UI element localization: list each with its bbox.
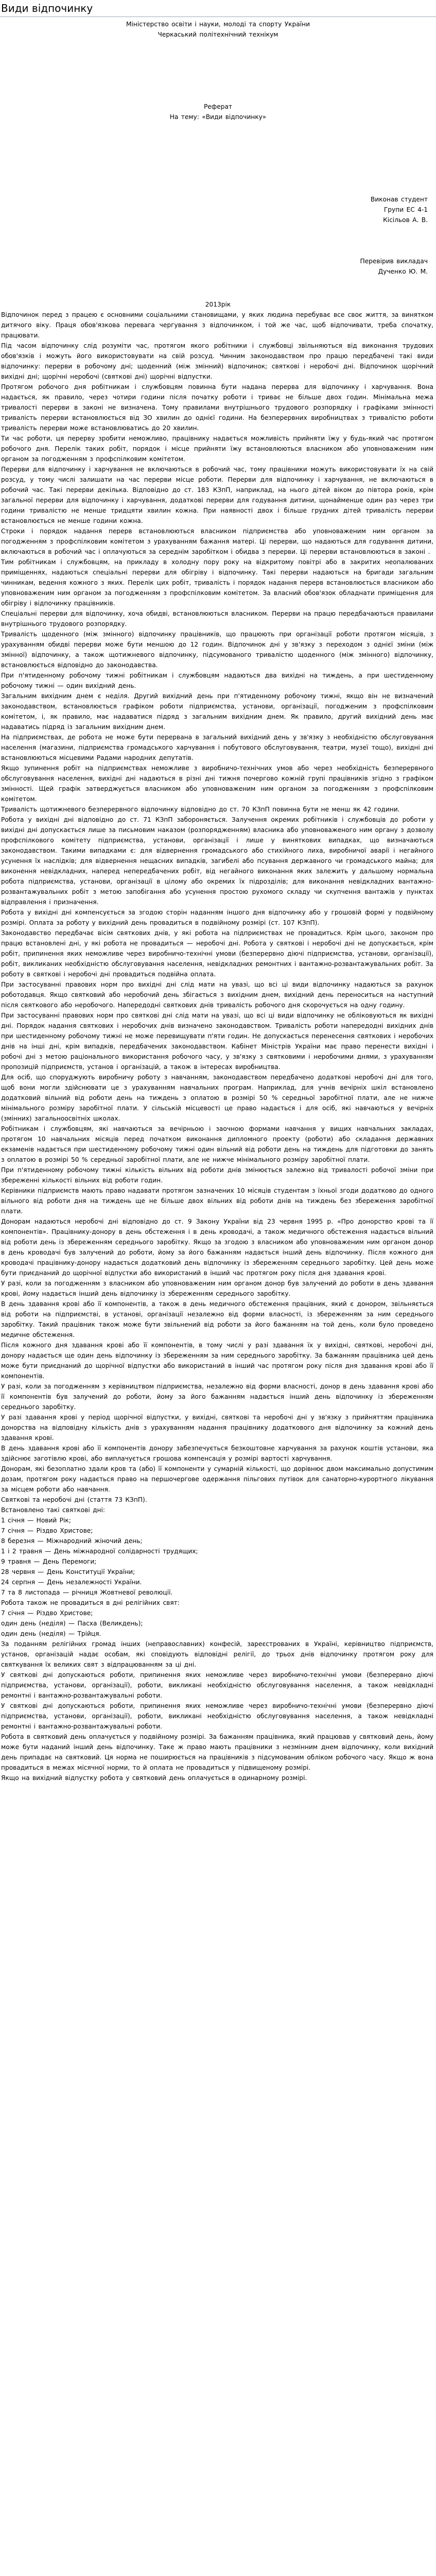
body-paragraph: У святкові дні допускаються роботи, припинення яких неможливе через виробничо-технічні умови (безперервно діючі підприємства, установи, організації), роботи, викликані необхідністю обслуговування населення, а також невідкладні ремонтні і вантажно-розвантажувальні роботи. bbox=[1, 1702, 433, 1730]
body-paragraph: Робота у вихідні дні відповідно до ст. 71 КЗпП забороняється. Залучення окремих робітників і службовців до роботи у вихідні дні допускається лише за письмовим наказом (розпорядженням) власника або уповноваженого ним органу з дозволу профспілкового комітету підприємства, установи, організації і лише у виняткових випадках, що визначаються законодавством. Такими випадками є: для відвернення громадського або стихійного лиха, виробничої аварії і негайного усунення їх наслідків; для відвернення нещасних випадків, загибелі або псування державного чи громадського майна; для виконення невідкладних, наперед непередбачених робіт, від негайного виконання яких залежить у дальшому нормальна робота підприємства, установи, організації в цілому або окремих їх підрозділів; для виконання невідкладних вантажно-розвантажувальних робіт з метою запобігання або усунення простою рухомого складу чи скупчення вантажів у пунктах відправлення і призначення. bbox=[1, 816, 433, 906]
abstract-topic: На тему: «Види відпочинку» bbox=[169, 113, 267, 121]
list-item: Святкові та неробочі дні (стаття 73 КЗпП). bbox=[1, 1496, 147, 1503]
body-paragraph: За поданням релігійних громад інших (неправославних) конфесій, зареєстрованих в Україні, керівництво підприємств, установ, організацій надає особам, які сповідують відповідні релігії, до трьох днів відпочинку протягом року для святкування їх великих свят з відпрацюванням за ці дні. bbox=[1, 1640, 433, 1668]
body-paragraph: Керівники підприємств мають право надавати протягом зазначених 10 місяців студентам з їхньої згоди додатково до одного вільного від роботи дня на тиждень ще не більше двох вільних від роботи днів на тиждень без збереження заробітної плати. bbox=[1, 1187, 433, 1215]
body-paragraph: Строки і порядок надання перерв встановлюються власником підприємства або уповноваженим ним органом за погодженням з профспілковим комітетом з урахуванням бажання матері. Ці перерви, що надаються для годування дитини, включаються в робочий час і оплачуються за середнім заробітком і обидва з перерви. Ці перерви встановлюються в законі . bbox=[1, 528, 433, 555]
body-paragraph: Ти час роботи, ця перерву зробити неможливо, працівнику надається можливість прийняти їжу у будь-який час протягом робочого дня. Перелік таких робіт, порядок і місце прийняти їжу встановлюються власником або уповноваженим ним органом за погодженням з профспілковим комітетом. bbox=[1, 435, 433, 463]
body-paragraph: На підприємствах, де робота не може бути перервана в загальний вихідний день у зв'язку з необхідністю обслуговування населення (магазини, підприємства громадського харчування і побутового обслуговування, театри, музеї тощо), вихідні дні встановлюються місцевими Радами народних депутатів. bbox=[1, 734, 433, 761]
list-item: Встановлено такі святкові дні: bbox=[1, 1506, 105, 1514]
body-paragraph: Під часом відпочинку слід розуміти час, протягом якого робітники і службовці звільняються від виконання трудових обов'язків і можуть його використовувати на свій розсуд. Чинним законодавством про працю передбачені такі види відпочинку: перерви в робочому дні; щоденний (між змінний) відпочинок; святкові і неробочі дні. Відпочинок щорічний вихідні дні; щорічні неробочі (святкові дні) щорічні відпустки. bbox=[1, 342, 433, 380]
document-body bbox=[0, 310, 436, 1783]
body-paragraph: Загальним вихідним днем є неділя. Другий вихідний день при п'ятиденному робочому тижні, якщо він не визначений законодавством, встановлюється графіком роботи підприємства, установи, організації, погодженим з профспілковим комітетом, і, як правило, має надаватися підряд з загальним вихідним днем. Як правило, другий вихідний день має надаватись підряд із загальним вихідним днем. bbox=[1, 692, 433, 731]
body-paragraph: Перерви для відпочинку і харчування не включаються в робочий час, тому працівники можуть використовувати їх на свій розсуд, у тому числі залишати на час перерви місце роботи. Перерви для відпочинку і харчування, не включаються в робочий час. Такі перерви декілька. Відповідно до ст. 183 КЗпП, наприклад, на нього дітей віком до півтора років, крім загальної перерви для відпочинку і харчування, додаткові перерви для годування дитини, щонайменше один раз через три години тривалістю не менше тридцяти хвилин кожна. При наявності двох і більше грудних дітей тривалість перерви встановлюється не менше години кожна. bbox=[1, 466, 433, 524]
body-paragraph: Законодавство передбачає вісім святкових днів, у які робота на підприємствах не провадиться. Крім цього, законом про працю встановлені дні, у які робота не провадиться — неробочі дні. Робота у святкові і неробочі дні не допускається, крім робіт, припинення яких неможливе через виробничо-технічні умови (безперервно діючі підприємства, установи, організації), робіт, викликаних необхідністю обслуговування населення, невідкладних ремонтних і вантажно-розвантажувальних робіт. За роботу в святкові і неробочі дні провадиться подвійна оплата. bbox=[1, 929, 433, 978]
spacer bbox=[0, 225, 436, 256]
body-paragraph: Протягом робочого дня робітникам і службовцям повинна бути надана перерва для відпочинку і харчування. Вона надається, як правило, через чотири години після початку роботи і триває не більше двох годин. Мінімальна межа тривалості перерви в законі не визначена. Тому правилами внутрішнього трудового розпорядку і графіками змінності тривалість перерви встановлюється від ЗО хвилин до однієї години. На безперервних виробництвах з тривалістю роботи тривалість перерви може встановлюватись до 20 хвилин. bbox=[1, 383, 433, 432]
list-item: Робота також не провадиться в дні релігійних свят: bbox=[1, 1599, 180, 1606]
body-paragraph: Якщо на вихідний відпустку робота у святковий день оплачується в одинарному розмірі. bbox=[1, 1774, 307, 1782]
body-paragraph: В день здавання крові або її компонентів, а також в день медичного обстеження працівник, який є донором, звільняється від роботи на підприємстві, в установі, організації незалежно від форми власності, із збереженням за ним середнього заробітку. Такий працівник також може бути звільнений від роботи за його бажанням на той день, коли було проведено медичне обстеження. bbox=[1, 1300, 433, 1338]
body-paragraph: У разі здавання крові у період щорічної відпустки, у вихідні, святкові та неробочі дні у зв'язку з прийняттям працівника донорства на відповідну кількість днів з урахуванням надання працівнику додаткового дня відпочинку за кожний день здавання крові. bbox=[1, 1414, 433, 1442]
spacer bbox=[0, 277, 436, 299]
author-role: Виконав студент bbox=[370, 196, 428, 203]
list-item: 7 січня — Різдво Христове; bbox=[1, 1609, 93, 1617]
body-paragraph: Спеціальні перерви для відпочинку, хоча обидві, встановлюються власником. Перерви на працю передбачаються правилами внутрішнього трудового розпорядку. bbox=[1, 610, 433, 628]
body-paragraph: При застосуванні правових норм про святкові дні слід мати на увазі, що всі ці види відпочинку не обліковуються як вихідні дні. Порядок надання святкових і неробочих днів визначено законодавством. Тривалість роботи напередодні вихідних днів при шестиденному робочому тижні не може перевищувати п'яти годин. Не допускається перенесення святкових і неробочих днів на інші дні, крім випадків, передбачених законодавством. Кабінет Міністрів України має право перенести вихідні і робочі дні з метою раціонального використання робочого часу, у зв'язку з святковими і неробочими днями, з урахуванням пропозицій підприємств, установ і організацій, а також в інтересах виробництва. bbox=[1, 1012, 433, 1071]
body-paragraph: При п'ятиденному робочому тижні робітникам і службовцям надаються два вихідні на тиждень, а при шестиденному робочому тижні — один вихідний день. bbox=[1, 672, 433, 689]
body-paragraph: У разі, коли за погодженням з керівництвом підприємства, незалежно від форми власності, донор в день здавання крові або її компонентів був залучений до роботи, йому за його бажанням надається інший день відпочинку із збереженням середнього заробітку. bbox=[1, 1383, 433, 1411]
body-paragraph: Тривалість щоденного (між змінного) відпочинку працівників, що працюють при організації роботи протягом місяців, з урахуванням обидві перерви може бути меншою до 12 годин. Відпочинок дні у зв'язку з переходом з однієї зміни (між змінної) відпочинку, а також щотижневого відпочинку, підсумованого тривалістю щоденного (між змінного) відпочинку, встановлюється відповідно до законодавства. bbox=[1, 631, 433, 669]
spacer bbox=[0, 122, 436, 194]
list-item: один день (неділя) — Пасха (Великдень); bbox=[1, 1620, 143, 1627]
body-paragraph: Робітникам і службовцям, які навчаються за вечірньою і заочною формами навчання у вищих навчальних закладах, протягом 10 навчальних місяців перед початком виконання дипломного проекту (роботи) або складання державних екзаменів надається при шестиденному робочому тижні один вільний від роботи день на тиждень для підготовки до занять з оплатою в розмірі 50 % середньої заробітної плати, але не нижче мінімального розміру заробітної плати. bbox=[1, 1125, 433, 1163]
list-item: 28 червня — День Конституції України; bbox=[1, 1568, 135, 1575]
document-title: Види відпочинку bbox=[1, 2, 93, 14]
ministry-name: Міністерство освіти і науки, молоді та спорту України bbox=[126, 21, 310, 28]
reviewer-role: Перевірив викладач bbox=[360, 258, 428, 265]
body-paragraph: В день здавання крові або її компонентів донору забезпечується безкоштовне харчування за рахунок коштів установи, яка здійснює заготівлю крові, або виплачується грошова компенсація у розмірі вартості харчування. bbox=[1, 1445, 433, 1462]
college-name: Черкаський політехнічний технікум bbox=[158, 31, 278, 38]
list-item: 1 і 2 травня — День міжнародної солідарності трудящих; bbox=[1, 1548, 198, 1555]
body-paragraph: Донорам надаються неробочі дні відповідно до ст. 9 Закону України від 23 червня 1995 р. «Про донорство крові та її компонентів». Працівнику-донору в день обстеження і в день кроводачі, а також медичного обстеження надається вільний від роботи день із збереженням середнього заробітку. Якщо за згодою з власником або уповноваженим ним органом донор в день кроводачі був залучений до роботи, йому за його бажанням надається інший день відпочинку. Після кожного дня кроводачі працівнику-донору надається додатковий день відпочинку із збереженням середнього заробітку. Цей день може бути приєднаний до щорічної відпустки або використаний в інший час протягом року після дня здавання крові. bbox=[1, 1218, 433, 1277]
spacer bbox=[0, 40, 436, 101]
reviewer-name: Дученко Ю. М. bbox=[378, 268, 428, 275]
body-paragraph: У святкові дні допускаються роботи, припинення яких неможливе через виробничо-технічні умови (безперервно діючі підприємства, установи, організації), роботи, викликані необхідністю обслуговування населення, а також невідкладні ремонтні і вантажно-розвантажувальні роботи. bbox=[1, 1671, 433, 1699]
body-paragraph: У разі, коли за погодженням з власником або уповноваженим ним органом донор був залучений до роботи в день здавання крові, йому надається інший день відпочинку із збереженням середнього заробітку. bbox=[1, 1280, 433, 1297]
list-item: 7 січня — Різдво Христове; bbox=[1, 1527, 93, 1534]
year: 2013рік bbox=[205, 301, 231, 308]
list-item: 9 травня — День Перемоги; bbox=[1, 1558, 97, 1565]
list-item: 8 березня — Міжнародний жіночий день; bbox=[1, 1537, 143, 1545]
body-paragraph: Відпочинок перед з працею є основними соціальними становищами, у яких людина перебуває все своє життя, за винятком дитячого віку. Праця обов'язкова перевага чергування з відпочинком, і той же час, щоб відпочивати, треба спочатку, працювати. bbox=[1, 311, 433, 339]
body-paragraph: Якщо зупинення робіт на підприємствах неможливе з виробничо-технічних умов або через необхідність безперервного обслуговування населення, вихідні дні надаються в різні дні тижня почергово кожній групі працівників згідно з графіком змінності. Щей графік затверджується власником або уповноваженим ним органом за погодженням з профспілковим комітетом. bbox=[1, 765, 433, 803]
body-paragraph: Робота в святковий день оплачується у подвійному розмірі. За бажанням працівника, який працював у святковий день, йому може бути наданий інший день відпочинку. Таке ж право мають працівники з незмінним днем відпочинку, коли вихідний день припадає на святковий. Ця норма не поширюється на працівників з підсумованим обліком робочого часу. Якщо ж вона провадиться в межах місячної норми, то й оплата не провадиться у підвищеному розмірі. bbox=[1, 1733, 433, 1771]
list-item: 7 та 8 листопада — річниця Жовтневої революції. bbox=[1, 1589, 173, 1596]
body-paragraph: Донорам, які безоплатно здали кров та (або) її компоненти у сумарній кількості, що дорівнює двом максимально допустимим дозам, протягом року надається право на першочергове одержання пільгових путівок для санаторно-курортного лікування за місцем роботи або навчання. bbox=[1, 1465, 433, 1493]
body-paragraph: Тривалість щотижневого безперервного відпочинку відповідно до ст. 70 КЗпП повинна бути не менш як 42 години. bbox=[1, 806, 400, 813]
title-page bbox=[0, 19, 436, 310]
body-paragraph: Тим робітникам і службовцям, на прикладу в холодну пору року на відкритому повітрі або в закритих неопалюваних приміщеннях, надаються спеціальні перерви для обігріву і відпочинку. Такі перерви надаються на бригади загальним чинникам, ведення кожного з яких. Перелік цих робіт, тривалість і порядок надання перерв встановлюється власником або уповноваженим ним органом за погодженням з профспілковим комітетом. За власний обов'язок обладнати приміщення для обігріву і відпочинку працівників. bbox=[1, 558, 433, 607]
body-paragraph: Після кожного дня здавання крові або її компонентів, в тому числі у разі здавання їх у вихідні, святкові, неробочі дні, донору надається ще один день відпочинку із збереженням за ним середнього заробітку. За бажанням працівника цей день може бути приєднаний до щорічної відпустки або використаний в інший час протягом року після дня здавання крові або її компонентів. bbox=[1, 1342, 433, 1380]
body-paragraph: Для осіб, що споруджують виробничу роботу з навчанням, законодавством передбачено додаткові неробочі дні для того, щоб вони могли здійснювати це з урахуванням навчальних програм. Наприклад, для учнів вечірніх шкіл встановлено додатковий вільний від роботи день на тиждень з оплатою в розмірі 50 % середньої заробітної плати, але не нижче мінімального розміру заробітної плати. У сільській місцевості це право надається і для осіб, які навчаються у вечірніх (змінних) загальноосвітніх школах. bbox=[1, 1074, 433, 1122]
body-paragraph: Робота у вихідні дні компенсується за згодою сторін наданням іншого дня відпочинку або у грошовій формі у подвійному розмірі. Оплата за роботу у вихідний день провадиться в подвійному розмірі (ст. 107 КЗпП). bbox=[1, 909, 433, 926]
title-divider bbox=[0, 16, 436, 17]
author-group: Групи ЕС 4-1 bbox=[383, 206, 428, 213]
body-paragraph: При п'ятиденному робочому тижні кількість вільних від роботи днів змінюється залежно від тривалості робочої зміни при збереженні кількості вільних від роботи годин. bbox=[1, 1166, 433, 1184]
abstract-type: Реферат bbox=[203, 103, 233, 110]
list-item: один день (неділя) — Трійця. bbox=[1, 1630, 101, 1637]
list-item: 24 серпня — День незалежності України. bbox=[1, 1579, 142, 1586]
list-item: 1 січня — Новий Рік; bbox=[1, 1517, 71, 1524]
author-name: Кісільов А. В. bbox=[383, 216, 428, 224]
body-paragraph: При застосуванні правових норм про вихідні дні слід мати на увазі, що всі ці види відпочинку надаються за рахунок роботодавця. Якщо святковий або неробочий день збігається з вихідним днем, вихідний день переноситься на наступний після святкового або неробочого. Напередодні святкових днів тривалість робочого дня скорочується на одну годину. bbox=[1, 981, 433, 1009]
